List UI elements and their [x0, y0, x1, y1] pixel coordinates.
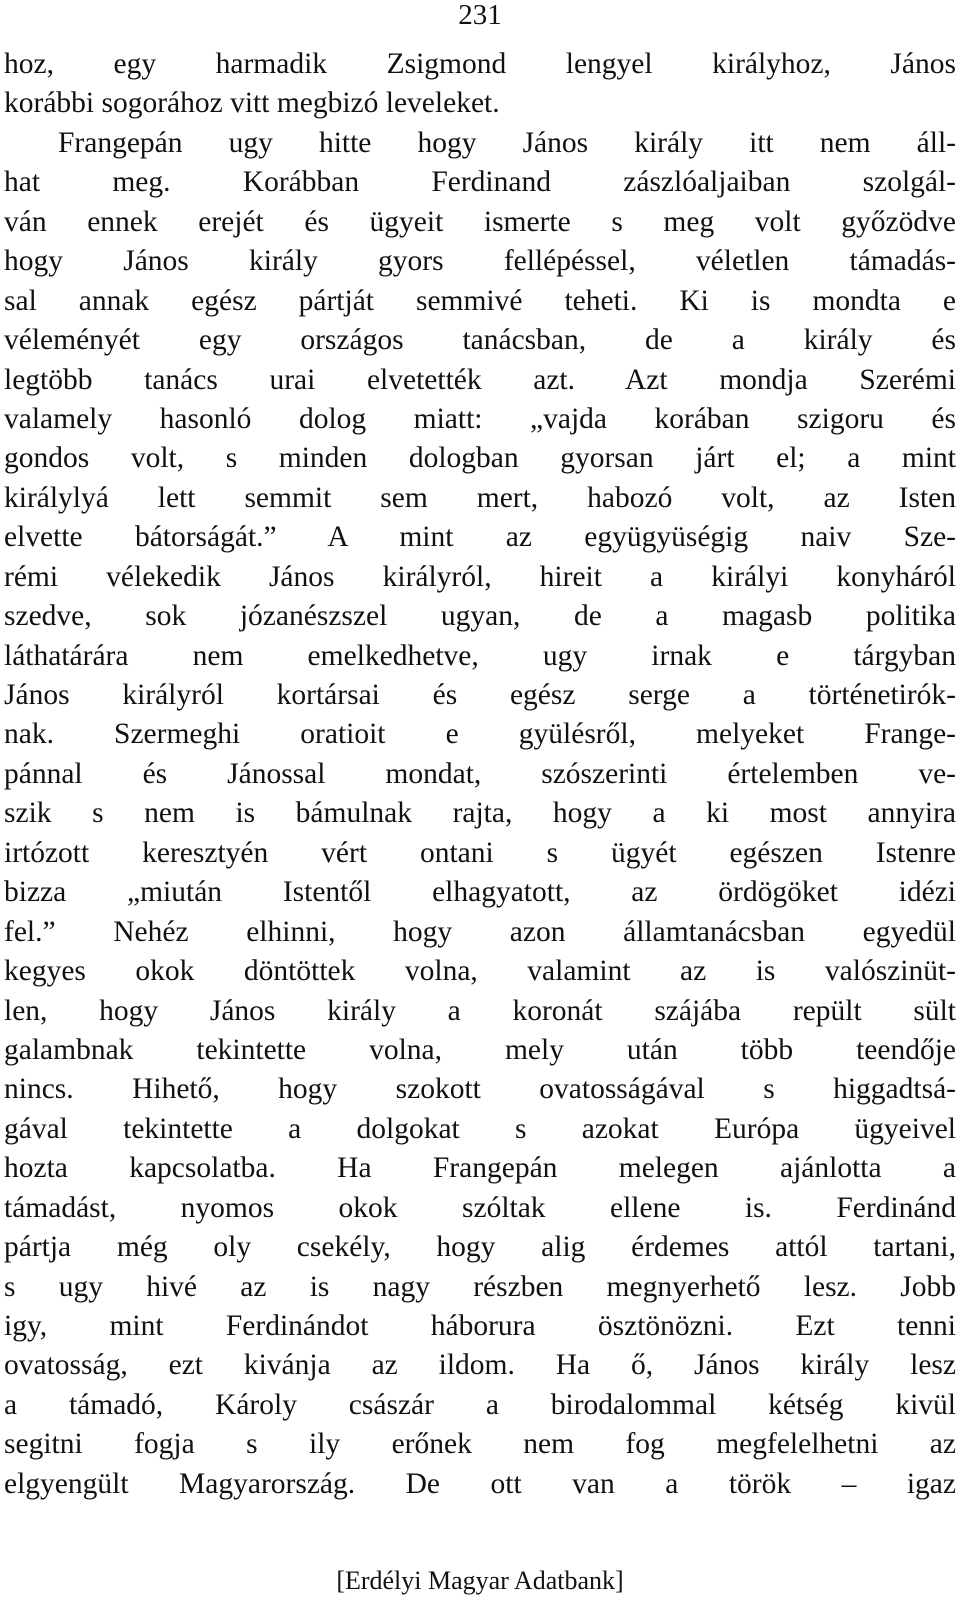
text-line: korábbi sogorához vitt megbizó leveleket.: [4, 87, 500, 120]
text-line: rémi vélekedik János királyról, hireit a királyi konyháról: [4, 560, 956, 593]
text-line: támadást, nyomos okok szóltak ellene is. Ferdinánd: [4, 1191, 956, 1224]
text-line: elgyengült Magyarország. De ott van a török – igaz: [4, 1467, 956, 1500]
text-line: gondos volt, s minden dologban gyorsan járt el; a mint: [4, 442, 956, 475]
text-line: hat meg. Korábban Ferdinand zászlóaljaiban szolgál-: [4, 166, 956, 199]
text-line: s ugy hivé az is nagy részben megnyerhető lesz. Jobb: [4, 1270, 956, 1303]
text-line: segitni fogja s ily erőnek nem fog megfelelhetni az: [4, 1428, 956, 1461]
text-line: hoz, egy harmadik Zsigmond lengyel királyhoz, János: [4, 48, 956, 80]
text-line: a támadó, Károly császár a birodalommal kétség kivül: [4, 1388, 956, 1421]
text-line: János királyról kortársai és egész serge a történetirók-: [4, 679, 956, 711]
text-line: igy, mint Ferdinándot háborura ösztönözni. Ezt tenni: [4, 1310, 956, 1342]
text-line: hogy János király gyors fellépéssel, véletlen támadás-: [4, 245, 956, 278]
text-line: legtöbb tanács urai elvetették azt. Azt mondja Szerémi: [4, 363, 956, 396]
text-line: nincs. Hihető, hogy szokott ovatosságával s higgadtsá-: [4, 1073, 956, 1106]
text-line: valamely hasonló dolog miatt: „vajda korában szigoru és: [4, 402, 956, 435]
footer-source: [Erdélyi Magyar Adatbank]: [336, 1566, 624, 1595]
text-line: fel.” Nehéz elhinni, hogy azon államtanácsban egyedül: [4, 915, 956, 948]
text-line: elvette bátorságát.” A mint az együgyüségig naiv Sze-: [4, 521, 956, 554]
text-line: gával tekintette a dolgokat s azokat Európa ügyeivel: [4, 1112, 956, 1145]
body-text: [4, 45, 956, 1504]
text-line: ván ennek erejét és ügyeit ismerte s meg volt győzödve: [4, 205, 956, 238]
text-line: len, hogy János király a koronát szájába repült sült: [4, 994, 956, 1027]
text-line: pánnal és Jánossal mondat, szószerinti értelemben ve-: [4, 757, 956, 790]
text-line: királylyá lett semmit sem mert, habozó volt, az Isten: [4, 481, 956, 514]
text-line: sal annak egész pártját semmivé teheti. Ki is mondta e: [4, 284, 956, 317]
text-line: irtózott keresztyén vért ontani s ügyét egészen Istenre: [4, 836, 956, 869]
text-line: Frangepán ugy hitte hogy János király itt nem áll-: [58, 126, 956, 159]
text-line: galambnak tekintette volna, mely után több teendője: [4, 1033, 956, 1066]
text-line: pártja még oly csekély, hogy alig érdemes attól tartani,: [4, 1231, 956, 1264]
text-line: ovatosság, ezt kivánja az ildom. Ha ő, János király lesz: [4, 1349, 956, 1382]
text-line: szedve, sok józanészszel ugyan, de a magasb politika: [4, 600, 956, 633]
text-line: véleményét egy országos tanácsban, de a király és: [4, 324, 956, 357]
text-line: bizza „miután Istentől elhagyatott, az ördögöket idézi: [4, 876, 956, 909]
text-line: szik s nem is bámulnak rajta, hogy a ki most annyira: [4, 797, 956, 830]
text-line: hozta kapcsolatba. Ha Frangepán melegen ajánlotta a: [4, 1152, 956, 1185]
text-line: kegyes okok döntöttek volna, valamint az is valószinüt-: [4, 955, 956, 988]
text-line: láthatárára nem emelkedhetve, ugy irnak e tárgyban: [4, 639, 956, 672]
page-number: 231: [458, 0, 502, 31]
text-line: nak. Szermeghi oratioit e gyülésről, melyeket Frange-: [4, 718, 956, 751]
